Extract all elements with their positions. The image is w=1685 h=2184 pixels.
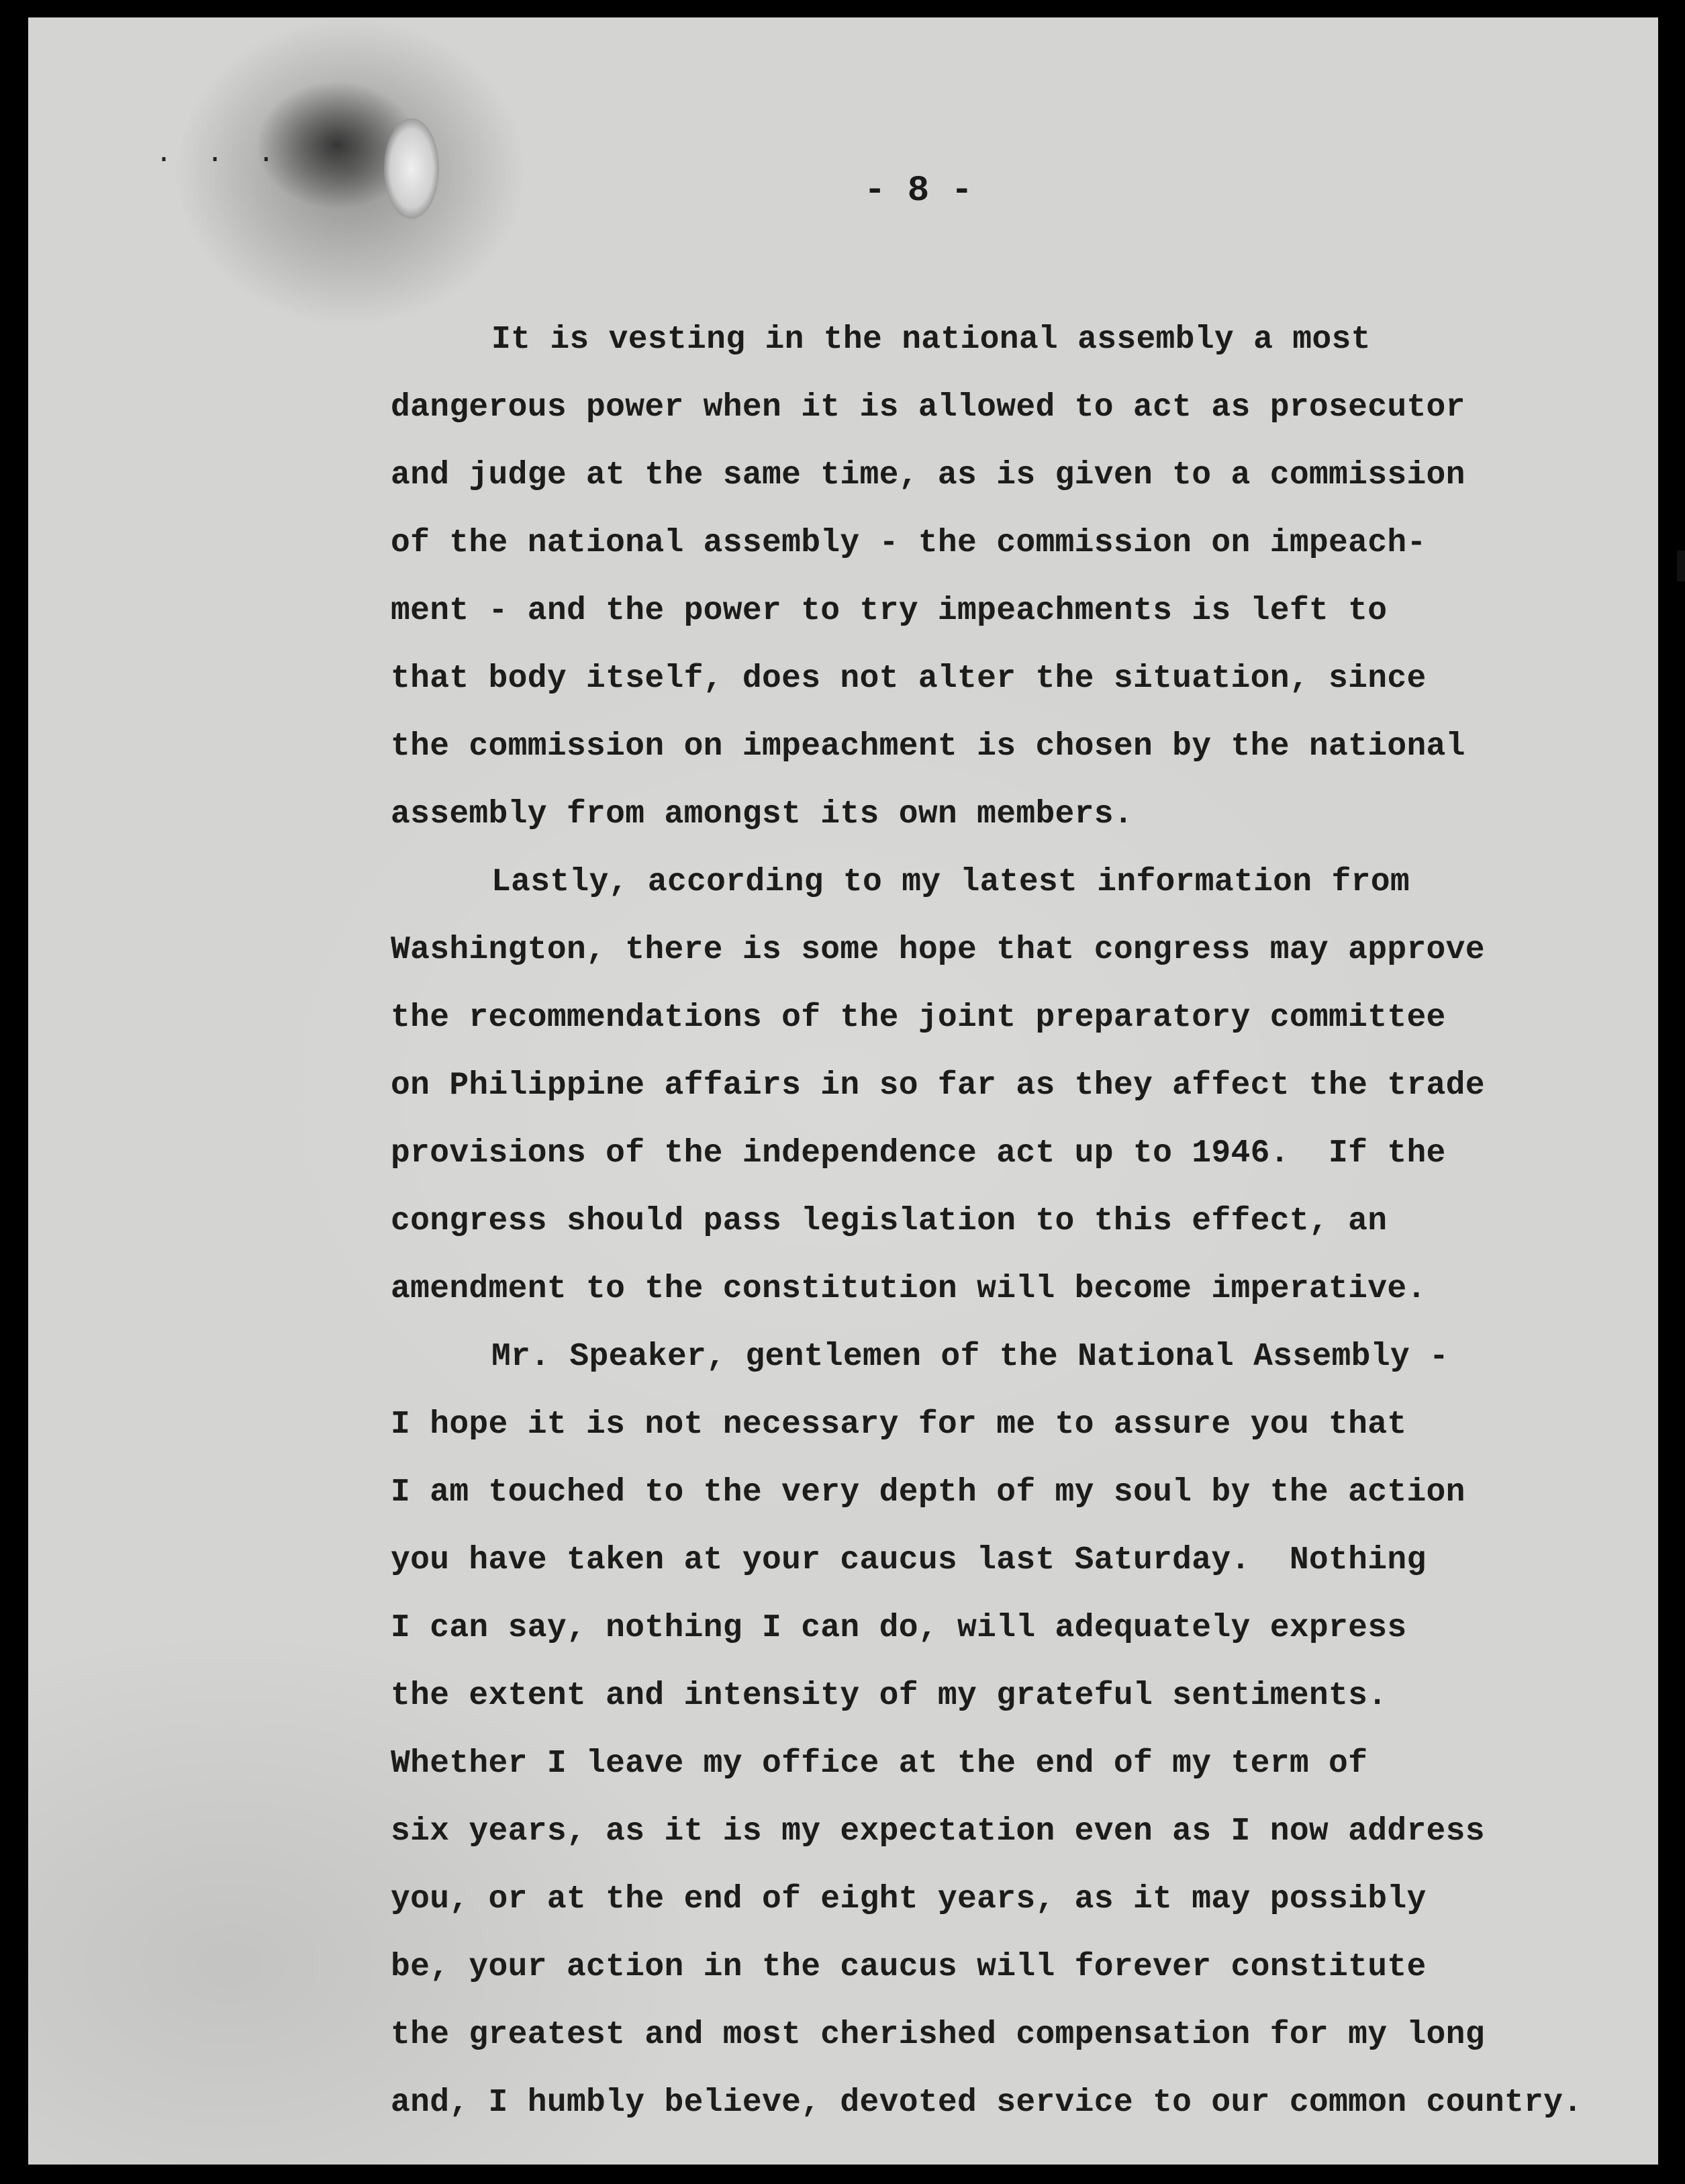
text-line: It is vesting in the national assembly a most bbox=[491, 322, 1371, 358]
stray-marks: . . . bbox=[156, 137, 284, 168]
text-line: I am touched to the very depth of my soul by the action bbox=[391, 1474, 1465, 1511]
scan-edge-mark bbox=[1677, 551, 1685, 581]
text-line: and, I humbly believe, devoted service to our common country. bbox=[391, 2085, 1583, 2121]
text-line: be, your action in the caucus will forever constitute bbox=[391, 1949, 1427, 1985]
text-line: ment - and the power to try impeachments is left to bbox=[391, 593, 1388, 629]
document-body bbox=[391, 306, 1582, 2137]
text-line: the greatest and most cherished compensation for my long bbox=[391, 2017, 1485, 2053]
text-line: provisions of the independence act up to 1946. If the bbox=[391, 1135, 1446, 1172]
text-line: six years, as it is my expectation even as I now address bbox=[391, 1813, 1485, 1850]
text-line: that body itself, does not alter the situation, since bbox=[391, 661, 1427, 697]
text-line: the commission on impeachment is chosen by the national bbox=[391, 728, 1465, 765]
text-line: Whether I leave my office at the end of my term of bbox=[391, 1746, 1368, 1782]
text-line: the recommendations of the joint preparatory committee bbox=[391, 1000, 1446, 1036]
text-line: dangerous power when it is allowed to act as prosecutor bbox=[391, 389, 1465, 426]
text-line: on Philippine affairs in so far as they affect the trade bbox=[391, 1067, 1485, 1104]
text-line: Lastly, according to my latest information from bbox=[491, 864, 1410, 900]
text-line: I hope it is not necessary for me to assure you that bbox=[391, 1407, 1407, 1443]
text-line: Washington, there is some hope that congress may approve bbox=[391, 932, 1485, 968]
paper-sheet bbox=[28, 17, 1658, 2165]
text-line: you, or at the end of eight years, as it may possibly bbox=[391, 1881, 1427, 1917]
text-line: Mr. Speaker, gentlemen of the National Assembly - bbox=[491, 1339, 1449, 1375]
text-line: congress should pass legislation to this effect, an bbox=[391, 1203, 1388, 1239]
text-line: assembly from amongst its own members. bbox=[391, 796, 1133, 833]
text-line: I can say, nothing I can do, will adequately express bbox=[391, 1610, 1407, 1646]
text-line: amendment to the constitution will become imperative. bbox=[391, 1271, 1427, 1307]
punch-hole-mark bbox=[384, 118, 439, 219]
text-line: you have taken at your caucus last Saturday. Nothing bbox=[391, 1542, 1427, 1578]
text-line: the extent and intensity of my grateful sentiments. bbox=[391, 1678, 1388, 1714]
text-line: of the national assembly - the commission on impeach- bbox=[391, 525, 1427, 561]
text-line: and judge at the same time, as is given to a commission bbox=[391, 457, 1465, 493]
page-number: - 8 - bbox=[864, 171, 973, 211]
